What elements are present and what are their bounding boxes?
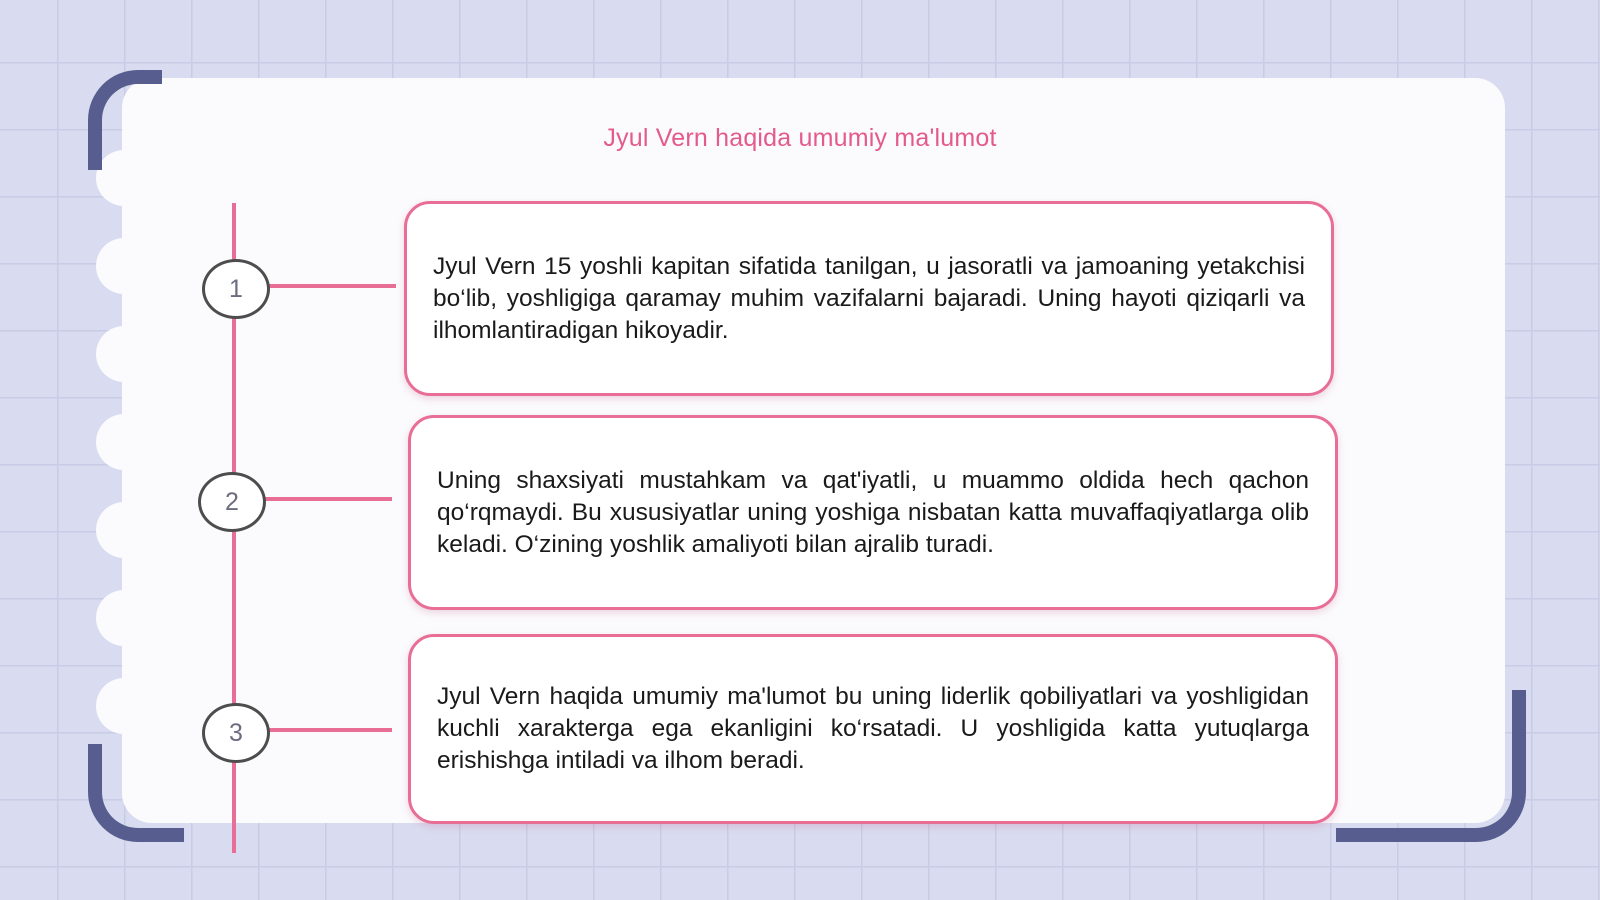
timeline-marker-1 <box>202 259 270 319</box>
timeline-marker-2 <box>198 472 266 532</box>
timeline-card-text: Jyul Vern haqida umumiy ma'lumot bu uning liderlik qobiliyatlari va yoshligidan kuchli xarakterga ega ekanligini ko‘rsatadi. U yoshligida katta yutuqlarga erishishga intiladi va ilhom beradi. <box>437 683 1309 774</box>
corner-bracket-bottom-right <box>1336 690 1526 842</box>
timeline-card-text: Jyul Vern 15 yoshli kapitan sifatida tanilgan, u jasoratli va jamoaning yetakchisi bo‘lib, yoshligiga qaramay muhim vazifalarni bajaradi. Uning hayoti qiziqarli va ilhomlantiradigan hikoyadir. <box>433 252 1305 344</box>
timeline-marker-number: 2 <box>225 487 239 516</box>
timeline-card-text: Uning shaxsiyati mustahkam va qat'iyatli, u muammo oldida hech qachon qo‘rqmaydi. Bu xususiyatlar uning yoshiga nisbatan katta muvaffaqiyatlarga olib keladi. O‘zining yoshlik amaliyoti bilan ajralib turadi. <box>437 466 1309 558</box>
paper-scallop <box>96 414 152 470</box>
timeline-card-2 <box>408 415 1338 610</box>
paper-scallop <box>96 678 152 734</box>
timeline-card-3 <box>408 634 1338 824</box>
timeline-connector-2 <box>264 497 392 501</box>
paper-scallop <box>96 502 152 558</box>
paper-scallop <box>96 590 152 646</box>
timeline-connector-3 <box>268 728 392 732</box>
paper-scallop <box>96 238 152 294</box>
timeline-marker-number: 1 <box>229 274 243 303</box>
paper-scallop <box>96 326 152 382</box>
timeline-connector-1 <box>268 284 396 288</box>
timeline-marker-3 <box>202 703 270 763</box>
corner-bracket-top-left <box>88 70 162 170</box>
corner-bracket-bottom-left <box>88 744 184 842</box>
timeline-card-1 <box>404 201 1334 396</box>
slide-title: Jyul Vern haqida umumiy ma'lumot <box>603 124 997 152</box>
timeline-marker-number: 3 <box>229 718 243 747</box>
